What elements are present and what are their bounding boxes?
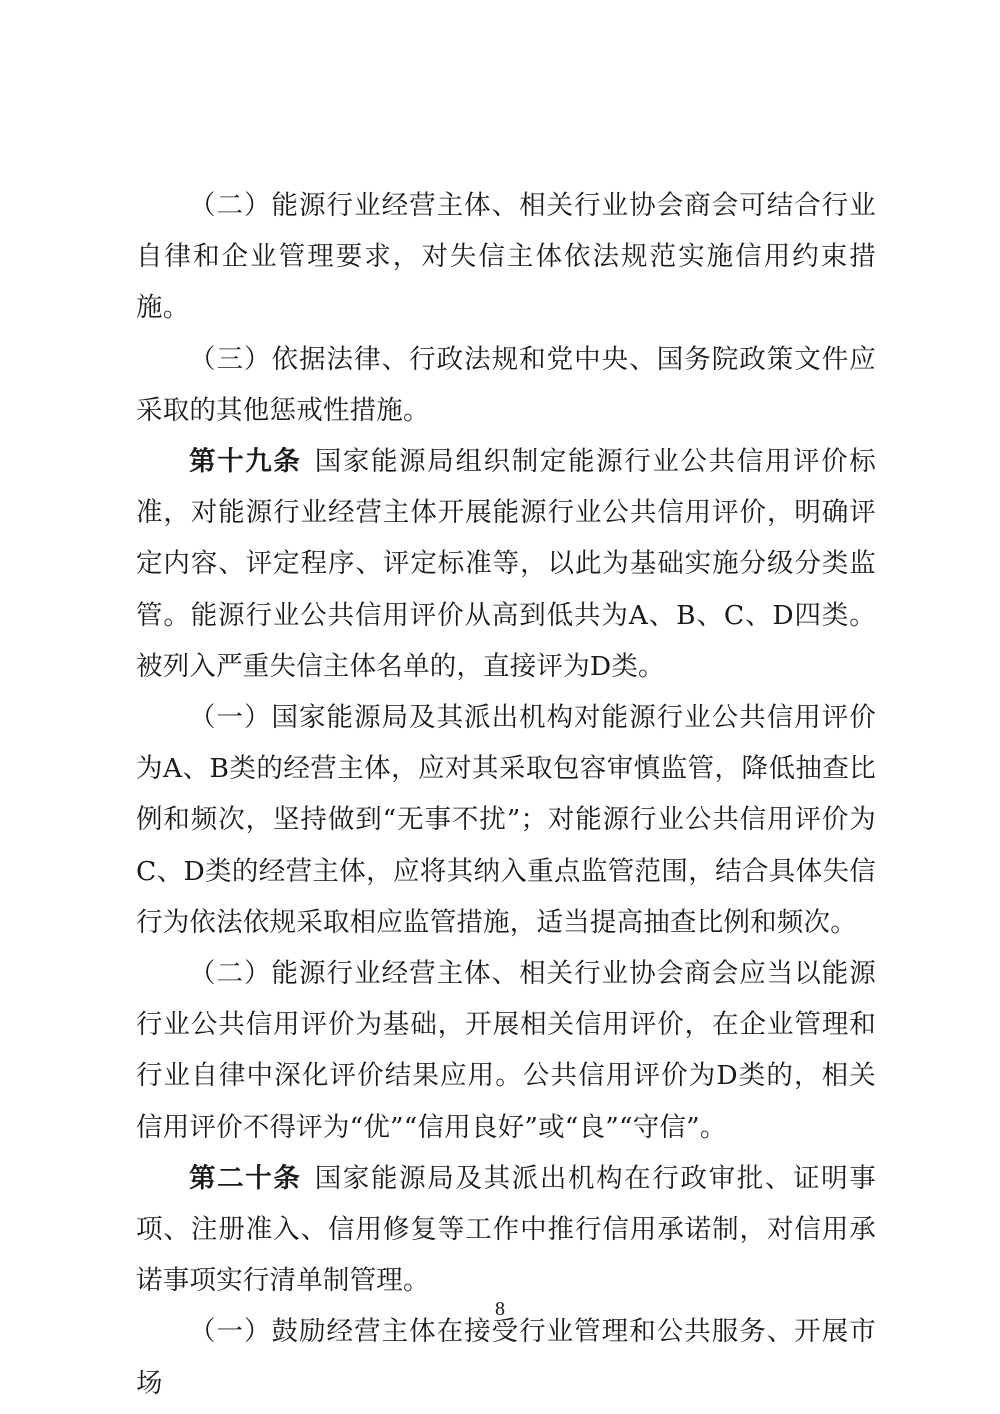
paragraph-article-19: [136, 436, 876, 692]
article-20-text: 国家能源局及其派出机构在行政审批、证明事项、注册准入、信用修复等工作中推行信用承诺制，对信用承诺事项实行清单制管理。: [136, 1162, 876, 1297]
article-19-heading: 第十九条: [189, 446, 302, 478]
paragraph-article-20-clause-1: （一）鼓励经营主体在接受行业管理和公共服务、开展市场: [136, 1316, 876, 1399]
paragraph-article-20: [136, 1153, 876, 1307]
article-19-text: 国家能源局组织制定能源行业公共信用评价标准，对能源行业经营主体开展能源行业公共信用评价，明确评定内容、评定程序、评定标准等，以此为基础实施分级分类监管。能源行业公共信用评价从高到低共为A、B、C、D四类。被列入严重失信主体名单的，直接评为D类。: [136, 446, 876, 682]
paragraph-article-19-clause-2: （二）能源行业经营主体、相关行业协会商会应当以能源行业公共信用评价为基础，开展相关信用评价，在企业管理和行业自律中深化评价结果应用。公共信用评价为D类的，相关信用评价不得评为“优”“信用良好”或“良”“守信”。: [136, 958, 876, 1143]
paragraph-article-19-clause-1: （一）国家能源局及其派出机构对能源行业公共信用评价为A、B类的经营主体，应对其采取包容审慎监管，降低抽查比例和频次，坚持做到“无事不扰”；对能源行业公共信用评价为C、D类的经营主体，应将其纳入重点监管范围，结合具体失信行为依法依规采取相应监管措施，适当提高抽查比例和频次。: [136, 702, 876, 938]
page-number: 8: [495, 1298, 505, 1320]
article-20-heading: 第二十条: [189, 1162, 302, 1194]
document-body: [136, 180, 876, 1409]
paragraph-clause-2-measures: （二）能源行业经营主体、相关行业协会商会可结合行业自律和企业管理要求，对失信主体依法规范实施信用约束措施。: [136, 190, 876, 324]
paragraph-clause-3-measures: （三）依据法律、行政法规和党中央、国务院政策文件应采取的其他惩戒性措施。: [136, 343, 876, 426]
